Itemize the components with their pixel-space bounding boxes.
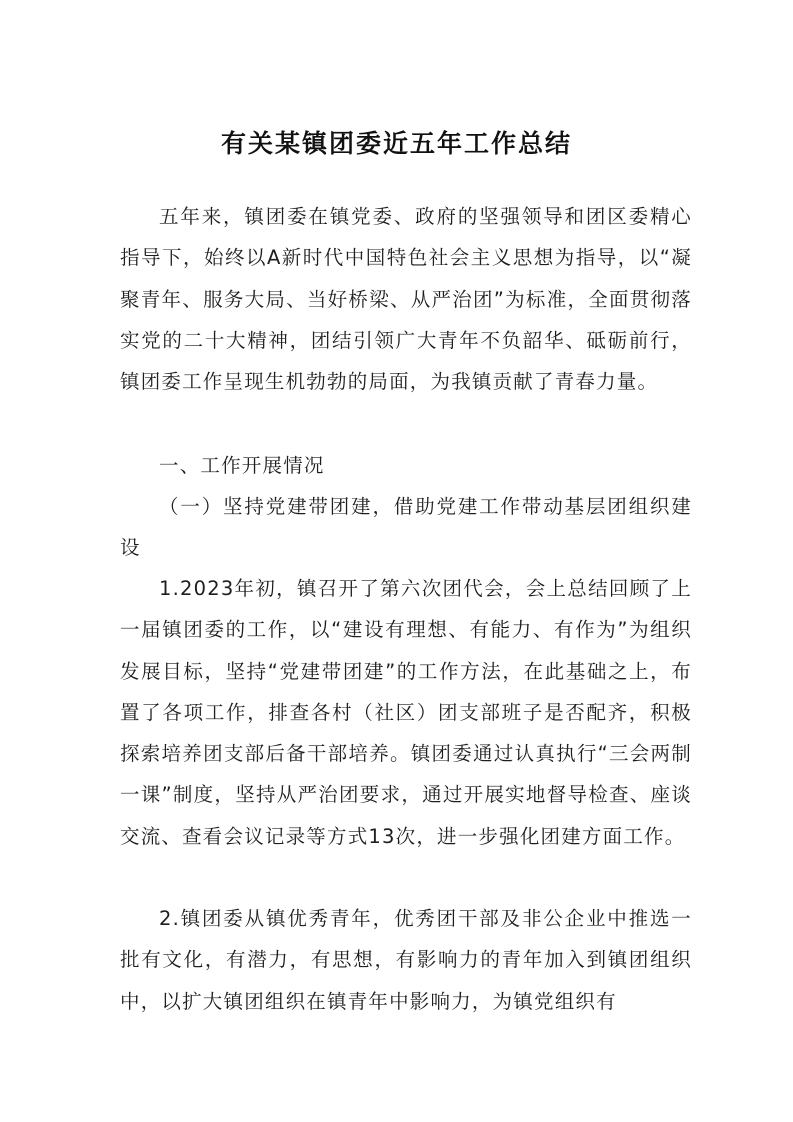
subsection-heading: （一）坚持党建带团建，借助党建工作带动基层团组织建设 xyxy=(120,495,692,560)
intro-paragraph: 五年来，镇团委在镇党委、政府的坚强领导和团区委精心指导下，始终以A新时代中国特色社会主义思想为指导，以“凝聚青年、服务大局、当好桥梁、从严治团”为标准，全面贯彻落实党的二十大精神，团结引领广大青年不负韶华、砥砺前行，镇团委工作呈现生机勃勃的局面，为我镇贡献了青春力量。 xyxy=(120,205,692,394)
item-2-paragraph: 2.镇团委从镇优秀青年，优秀团干部及非公企业中推选一批有文化，有潜力，有思想，有影响力的青年加入到镇团组织中，以扩大镇团组织在镇青年中影响力，为镇党组织有 xyxy=(120,907,692,1013)
item-1-paragraph: 1.2023年初，镇召开了第六次团代会，会上总结回顾了上一届镇团委的工作，以“建设有理想、有能力、有作为”为组织发展目标，坚持“党建带团建”的工作方法，在此基础之上，布置了各项工作，排查各村（社区）团支部班子是否配齐，积极探索培养团支部后备干部培养。镇团委通过认真执行“三会两制一课”制度，坚持从严治团要求，通过开展实地督导检查、座谈交流、查看会议记录等方式13次，进一步强化团建方面工作。 xyxy=(120,577,692,848)
section-heading: 一、工作开展情况 xyxy=(159,454,325,477)
document-title: 有关某镇团委近五年工作总结 xyxy=(220,129,572,158)
